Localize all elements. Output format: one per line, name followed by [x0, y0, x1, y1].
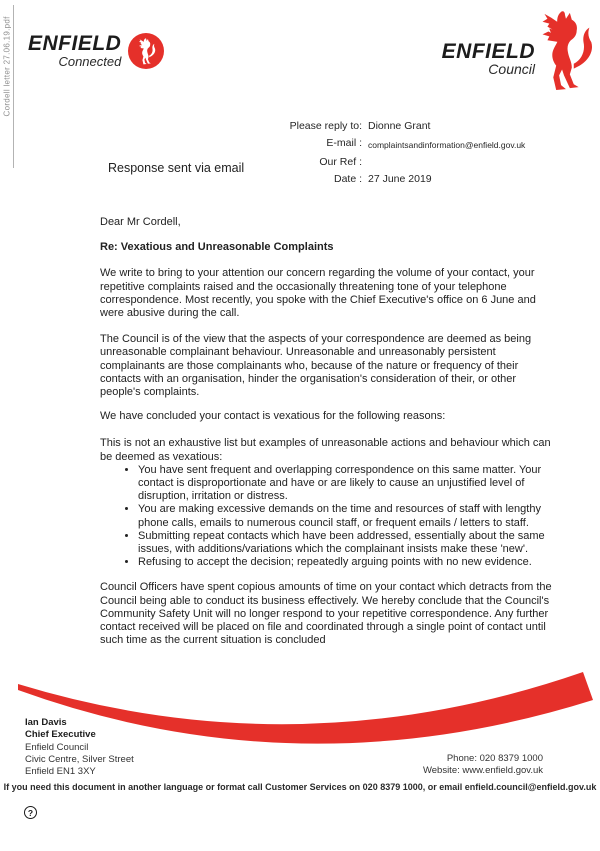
- signature-block: [25, 717, 134, 778]
- paragraph: We write to bring to your attention our concern regarding the volume of your contact, your repetitive complaints raised and the occasionally threatening tone of your telephone correspondence. Most recently, you spoke with the Chief Executive's office on 6 June and were abusive during the call.: [100, 267, 536, 320]
- enfield-council-logo: [441, 42, 535, 76]
- bullet-item: • Submitting repeat contacts which have been addressed, essentially about the same issues, with additions/variations which the complainant insists make these 'new'.: [138, 530, 557, 556]
- reply-details-block: [240, 120, 554, 190]
- address-line: Civic Centre, Silver Street: [25, 753, 134, 765]
- enfield-beast-icon: [534, 10, 594, 92]
- signatory-name: Ian Davis: [25, 717, 67, 728]
- signatory-title: Chief Executive: [25, 729, 96, 741]
- enfield-connected-logo: [28, 34, 164, 69]
- address-line: Enfield EN1 3XY: [25, 766, 96, 778]
- reply-row: [240, 173, 554, 186]
- our-ref-label: Our Ref :: [319, 156, 362, 168]
- paragraph: The Council is of the view that the aspects of your correspondence are deemed as being unreasonable complainant behaviour. Unreasonable and unreasonably persistent complainants are those complainants who, because of the nature or frequency of their contacts with an organisation, hinder the organisation's consideration of their, or other people's complaints.: [100, 333, 532, 399]
- reply-row: [240, 137, 554, 152]
- website-line: Website: www.enfield.gov.uk: [422, 765, 543, 777]
- enfield-connected-subtitle: Connected: [58, 54, 122, 69]
- enfield-connected-wordmark: ENFIELD: [28, 32, 122, 55]
- letter-body: [100, 216, 557, 660]
- reply-row: [240, 156, 554, 169]
- our-ref-value: [368, 156, 554, 169]
- reply-to-label: Please reply to:: [289, 120, 362, 132]
- delivery-note: Response sent via email: [108, 161, 245, 175]
- date-label: Date :: [333, 173, 362, 185]
- bullet-item: • Refusing to accept the decision; repeatedly arguing points with no new evidence.: [138, 556, 557, 569]
- reply-row: [240, 120, 554, 133]
- email-value: complaintsandinformation@enfield.gov.uk: [368, 140, 526, 150]
- paragraph: Council Officers have spent copious amounts of time on your contact which detracts from the Council being able to conduct its business effectively. We hereby conclude that the Council's Community Safety Unit will no longer respond to your repetitive correspondence. Any further contact received will be placed on file and coordinated through a single point of contact until such time as the current situation is concluded: [100, 581, 552, 647]
- address-line: Enfield Council: [25, 741, 89, 753]
- enfield-beast-roundel-icon: [128, 33, 164, 69]
- question-mark-icon: ?: [24, 806, 37, 819]
- paragraph: This is not an exhaustive list but examples of unreasonable actions and behaviour which can be deemed as vexatious:: [100, 437, 551, 463]
- enfield-council-wordmark: ENFIELD: [441, 40, 535, 63]
- document-filename-label: Cordell letter 27.06.19.pdf: [2, 16, 12, 117]
- language-assistance-note: If you need this document in another language or format call Customer Services on 020 8379 1000, or email enfield.council@enfield.gov.uk: [3, 782, 597, 792]
- bullet-item: • You are making excessive demands on the time and resources of staff with lengthy phone calls, emails to numerous council staff, or frequent emails / letters to staff.: [138, 503, 557, 529]
- left-margin-rule: [13, 5, 14, 168]
- paragraph: We have concluded your contact is vexatious for the following reasons:: [100, 410, 446, 423]
- phone-line: Phone: 020 8379 1000: [446, 753, 543, 764]
- email-label: E-mail :: [326, 137, 362, 149]
- salutation: Dear Mr Cordell,: [100, 216, 181, 228]
- enfield-council-subtitle: Council: [488, 61, 535, 77]
- subject-line: Re: Vexatious and Unreasonable Complaints: [100, 241, 334, 254]
- bullet-item: • You have sent frequent and overlapping correspondence on this same matter. Your contact is disproportionate and have or are likely to cause an unjustified level of disruption, irritation or distress.: [138, 464, 557, 504]
- reply-to-value: Dionne Grant: [368, 120, 431, 132]
- contact-block: [423, 753, 543, 778]
- date-value: 27 June 2019: [368, 173, 432, 185]
- vexatious-behaviour-list: [100, 464, 557, 570]
